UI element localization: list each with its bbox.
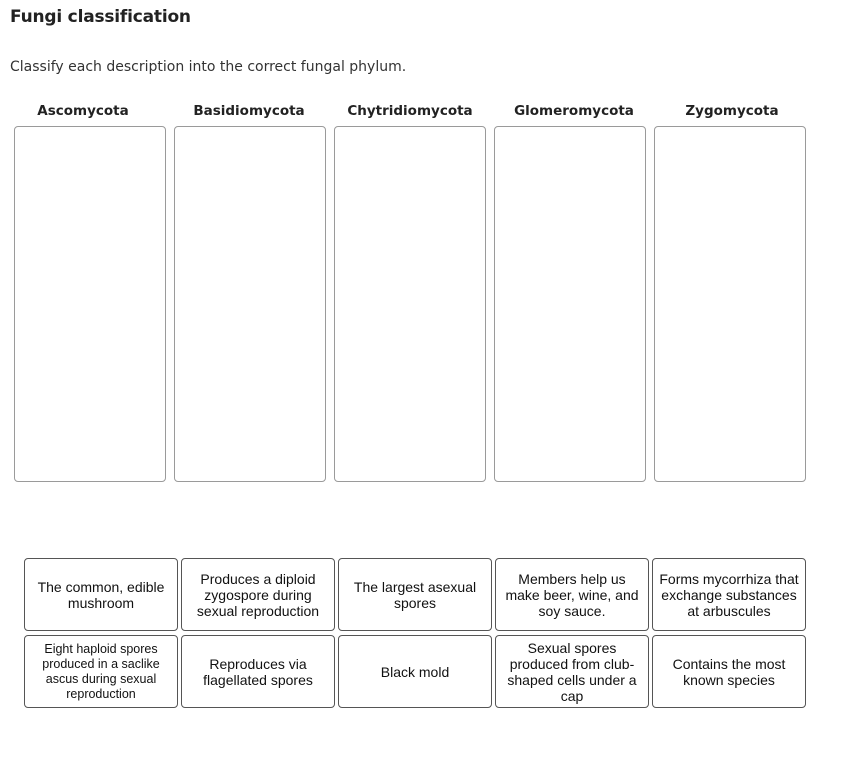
card-label: The common, edible mushroom xyxy=(37,578,165,611)
instructions-text: Classify each description into the correct fungal phylum. xyxy=(10,59,407,75)
card-label: Sexual spores produced from club-shaped cells under a cap xyxy=(507,639,637,704)
card-label: Contains the most known species xyxy=(672,655,786,688)
category-header-chytridiomycota: Chytridiomycota xyxy=(347,103,473,119)
card-label: The largest asexual spores xyxy=(353,578,477,611)
drop-zone-glomeromycota[interactable] xyxy=(494,126,646,482)
card-beer-wine-soy[interactable] xyxy=(495,558,649,631)
drop-zone-chytridiomycota[interactable] xyxy=(334,126,486,482)
category-header-glomeromycota: Glomeromycota xyxy=(514,103,634,119)
card-eight-haploid-spores[interactable] xyxy=(24,635,178,708)
card-flagellated-spores[interactable] xyxy=(181,635,335,708)
card-mycorrhiza-arbuscules[interactable] xyxy=(652,558,806,631)
category-header-ascomycota: Ascomycota xyxy=(37,103,129,119)
drop-zone-basidiomycota[interactable] xyxy=(174,126,326,482)
card-edible-mushroom[interactable] xyxy=(24,558,178,631)
drop-zone-ascomycota[interactable] xyxy=(14,126,166,482)
card-largest-asexual-spores[interactable] xyxy=(338,558,492,631)
card-club-shaped-cells[interactable] xyxy=(495,635,649,708)
card-label: Produces a diploid zygospore during sexual reproduction xyxy=(196,570,320,619)
card-diploid-zygospore[interactable] xyxy=(181,558,335,631)
card-label: Members help us make beer, wine, and soy sauce. xyxy=(505,570,639,619)
card-label: Eight haploid spores produced in a saclike ascus during sexual reproduction xyxy=(42,641,160,701)
card-most-known-species[interactable] xyxy=(652,635,806,708)
card-label: Forms mycorrhiza that exchange substances at arbuscules xyxy=(659,570,799,619)
drop-zone-zygomycota[interactable] xyxy=(654,126,806,482)
category-header-basidiomycota: Basidiomycota xyxy=(193,103,305,119)
card-label: Black mold xyxy=(380,663,450,680)
card-black-mold[interactable] xyxy=(338,635,492,708)
category-header-zygomycota: Zygomycota xyxy=(685,103,779,119)
card-label: Reproduces via flagellated spores xyxy=(203,655,313,688)
page-title: Fungi classification xyxy=(10,7,191,27)
